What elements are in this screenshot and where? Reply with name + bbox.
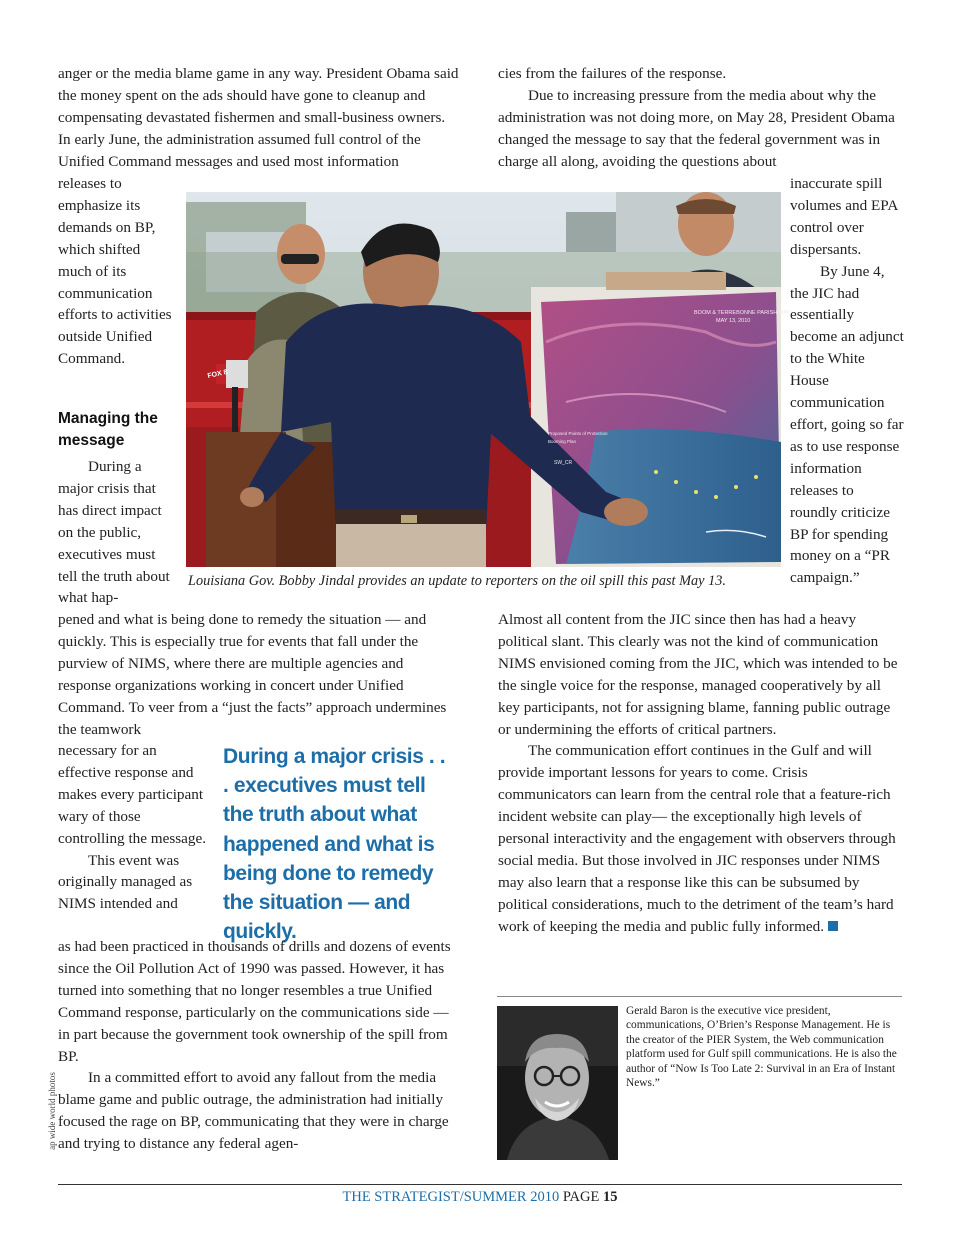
jic-content-paragraph: Almost all content from the JIC since then has had a heavy political slant. This clearly was not the kind of communication NIMS envisioned coming from the JIC, which was intended to be the single voice for the response, managed cooperatively by all key participants, not for assigning blame, fanning public outrage or undermining the efforts of critical partners.	[498, 611, 898, 738]
managing-paragraph-continued: pened and what is being done to remedy the situation — and quickly. This is especially true for events that fall under the purview of NIMS, where there are multiple agencies and response organizations working in concert under Unified Command. To veer from a “just the facts” approach undermines the teamwork	[58, 611, 447, 738]
page-number: 15	[603, 1189, 618, 1205]
author-portrait-image	[497, 1006, 618, 1160]
pull-quote: During a major crisis . . . executives must tell the truth about what happened and what is being done to remedy the situation — and quickly.	[223, 745, 446, 944]
photo-credit-text: ap wide world photos	[47, 1072, 57, 1150]
photo-credit	[36, 1068, 64, 1160]
col2-mid-text	[498, 609, 902, 938]
map-legend-2: Booming Plan	[548, 439, 577, 444]
mic-flag-label: FOX 8	[206, 368, 229, 380]
col2-first-line: cies from the failures of the response.	[498, 65, 727, 82]
col2-top-text	[498, 63, 902, 173]
map-date: MAY 13, 2010	[716, 318, 751, 324]
managing-paragraph-start: During a major crisis that has direct impact on the public, executives must tell the truth about what hap-	[58, 458, 170, 607]
map-legend-3: SW_CR	[554, 460, 573, 466]
news-photo	[186, 192, 791, 567]
footer-page-label: PAGE	[562, 1189, 600, 1205]
col1-top-text	[58, 63, 460, 173]
june-paragraph: By June 4, the JIC had essentially become an adjunct to the White House communication effort, going so far as to use response information releases to roundly criticize BP for spending money on a “PR campaign.”	[790, 262, 904, 587]
col1-wrap-text	[58, 173, 176, 370]
pressure-paragraph-end: inaccurate spill volumes and EPA control over dispersants.	[790, 175, 898, 258]
end-mark-icon	[828, 921, 838, 931]
map-title: BOOM & TERREBONNE PARISH MAP	[694, 310, 791, 316]
col1-pull-wrap	[58, 740, 208, 915]
photo-illustration	[186, 192, 791, 567]
closing-paragraph	[498, 740, 902, 937]
teamwork-paragraph-end: necessary for an effective response and makes every participant wary of those controlling the message.	[58, 742, 207, 847]
closing-paragraph-text: The communication effort continues in the Gulf and will provide important lessons for years to come. Crisis communicators can learn from the central role that a feature-rich incident website can play— the exceptionally high levels of personal interactivity and the engagement with observers through social media. But those involved in JIC responses under NIMS may also learn that a response like this can be subsumed by political considerations, much to the detriment of the team’s hard work of keeping the media and public fully informed.	[498, 742, 896, 935]
map-legend-1: Proposed Points of Protection	[548, 431, 608, 436]
author-portrait	[497, 1006, 618, 1160]
col1-managing-narrow	[58, 456, 176, 609]
event-paragraph-start: This event was originally managed as NIMS intended and	[58, 851, 193, 913]
col2-wrap-text	[790, 173, 904, 589]
col1-managing-full	[58, 609, 460, 740]
footer-publication: THE STRATEGIST/SUMMER 2010	[342, 1189, 560, 1205]
committed-effort-paragraph: In a committed effort to avoid any fallout from the media blame game and public outrage, the administration had initially focused the rage on BP, communicating that they were in charge and trying to distance any federal agen-	[58, 1069, 449, 1153]
event-paragraph-continued: as had been practiced in thousands of drills and dozens of events since the Oil Pollution Act of 1990 was passed. However, it has turned into something that no longer resembles a true Unified Command response, particularly on the communications side — in part because the government took ownership of the spill from BP.	[58, 938, 451, 1065]
page-footer	[0, 1188, 960, 1206]
section-heading: Managing the message	[58, 410, 158, 449]
col1-bottom-text	[58, 936, 460, 1155]
bio-divider	[497, 996, 902, 997]
footer-page	[563, 1189, 618, 1205]
footer-rule	[58, 1184, 902, 1185]
author-bio: Gerald Baron is the executive vice president, communications, O’Brien’s Response Management. He is the creator of the PIER System, the Web communication platform used for Gulf spill communications. He is also the author of “Now Is Too Late 2: Survival in an Era of Instant News.”	[626, 1005, 897, 1090]
col1-top-paragraph: anger or the media blame game in any way. President Obama said the money spent on the ads should have gone to cleanup and compensating devastated fishermen and small-business owners. In early June, the administration assumed full control of the Unified Command messages and used most information	[58, 65, 459, 170]
col1-wrap-paragraph: releases to emphasize its demands on BP, which shifted much of its communication efforts to activities outside Unified Command.	[58, 175, 172, 368]
photo-caption: Louisiana Gov. Bobby Jindal provides an update to reporters on the oil spill this past May 13.	[188, 573, 726, 589]
pressure-paragraph: Due to increasing pressure from the media about why the administration was not doing more, on May 28, President Obama changed the message to say that the federal government was in charge all along, avoiding the questions about	[498, 86, 895, 170]
